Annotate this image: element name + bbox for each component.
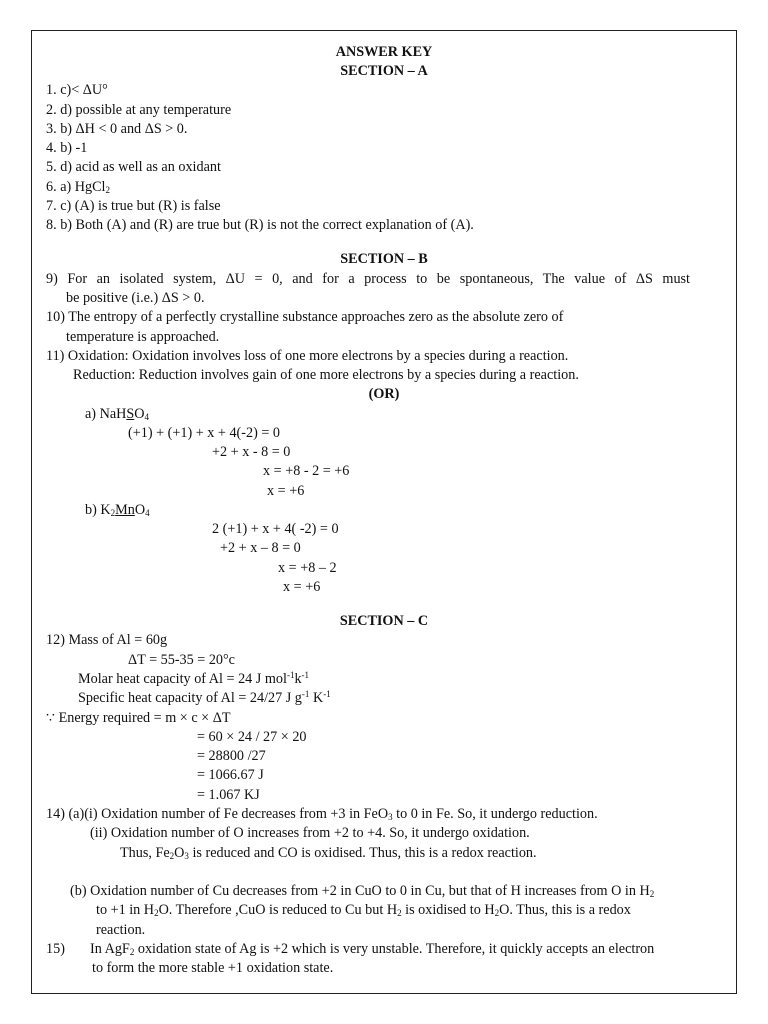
part-a-label: a) NaHSO$_4$ [85, 406, 149, 422]
q12-specific-heat: Specific heat capacity of Al = 24/27 J $g^{-1}$ $K^{-1}$ [78, 689, 331, 706]
q14-b-line3: reaction. [96, 922, 146, 938]
q15-number: 15) [46, 941, 65, 957]
q12-mass: 12) Mass of Al = 60g [46, 632, 168, 648]
section-c-heading: SECTION – C [339, 613, 429, 629]
part-b-label: b) $K_2MnO_4$ [85, 502, 150, 518]
part-a-step3: x = +8 - 2 = +6 [263, 463, 350, 479]
q14-a-ii: (ii) Oxidation number of O increases from +2 to +4. So, it undergo oxidation. [90, 825, 530, 841]
q12-delta-t: ΔT = 55-35 = 20°c [128, 652, 235, 668]
answer-q11-line1: 11) Oxidation: Oxidation involves loss of one more electrons by a species during a reaction. [46, 348, 569, 364]
q12-calc-step2: = 28800 /27 [197, 748, 266, 764]
answer-q4: 4. b) -1 [46, 140, 88, 156]
answer-q8: 8. b) Both (A) and (R) are true but (R) is not the correct explanation of (A). [46, 217, 474, 233]
answer-q11-line2: Reduction: Reduction involves gain of one more electrons by a species during a reaction. [73, 367, 579, 383]
q12-molar-heat: Molar heat capacity of Al = 24 J $mol^{-1}k^{-1}$ [78, 670, 310, 687]
q14-a-conclusion: Thus, $Fe_2O_3$ is reduced and CO is oxidised. Thus, this is a redox reaction. [120, 845, 537, 861]
answer-q3: 3. b) ΔH < 0 and ΔS > 0. [46, 121, 188, 137]
answer-q7: 7. c) (A) is true but (R) is false [46, 198, 221, 214]
q15-line1: In AgF$_2$ oxidation state of Ag is +2 which is very unstable. Therefore, it quickly accepts an electron [90, 941, 655, 957]
part-b-result: x = +6 [283, 579, 321, 595]
answer-q2: 2. d) possible at any temperature [46, 102, 232, 118]
q14-b-line1: (b) Oxidation number of Cu decreases from +2 in CuO to 0 in Cu, but that of H increases from O in $H_2$ [70, 883, 655, 899]
q12-calc-step1: = 60 × 24 / 27 × 20 [197, 729, 307, 745]
q15-line2: to form the more stable +1 oxidation state. [92, 960, 334, 976]
q14-b-line2: to +1 in $H_2O$. Therefore ,CuO is reduced to Cu but $H_2$ is oxidised to $H_2O$. Thus, this is a redox [96, 902, 631, 918]
answer-q10-line1: 10) The entropy of a perfectly crystalline substance approaches zero as the absolute zero of [46, 309, 564, 325]
section-b-heading: SECTION – B [340, 251, 428, 267]
page-title: ANSWER KEY [335, 44, 433, 60]
answer-q10-line2: temperature is approached. [66, 329, 220, 345]
q12-calc-result: = 1.067 KJ [197, 787, 260, 803]
part-b-step2: +2 + x – 8 = 0 [220, 540, 301, 556]
answer-q9-line2: be positive (i.e.) ΔS > 0. [66, 290, 205, 306]
q12-energy-formula: ∵ Energy required = m × c × ΔT [46, 710, 231, 726]
part-a-result: x = +6 [267, 483, 305, 499]
answer-q9-line1: 9) For an isolated system, ΔU = 0, and for a process to be spontaneous, The value of ΔS must [46, 271, 690, 287]
part-b-step3: x = +8 – 2 [278, 560, 337, 576]
part-b-step1: 2 (+1) + x + 4( -2) = 0 [212, 521, 339, 537]
q14-a-i: 14) (a)(i) Oxidation number of Fe decreases from +3 in FeO$_3$ to 0 in Fe. So, it undergo reduction. [46, 806, 598, 822]
q12-calc-step3: = 1066.67 J [197, 767, 264, 783]
answer-q1: 1. c)< ΔU° [46, 82, 108, 98]
answer-q6: 6. a) HgCl$_2$ [46, 179, 111, 195]
part-a-step2: +2 + x - 8 = 0 [212, 444, 291, 460]
part-a-step1: (+1) + (+1) + x + 4(-2) = 0 [128, 425, 281, 441]
answer-q5: 5. d) acid as well as an oxidant [46, 159, 221, 175]
section-a-heading: SECTION – A [340, 63, 428, 79]
or-label: (OR) [368, 386, 400, 402]
